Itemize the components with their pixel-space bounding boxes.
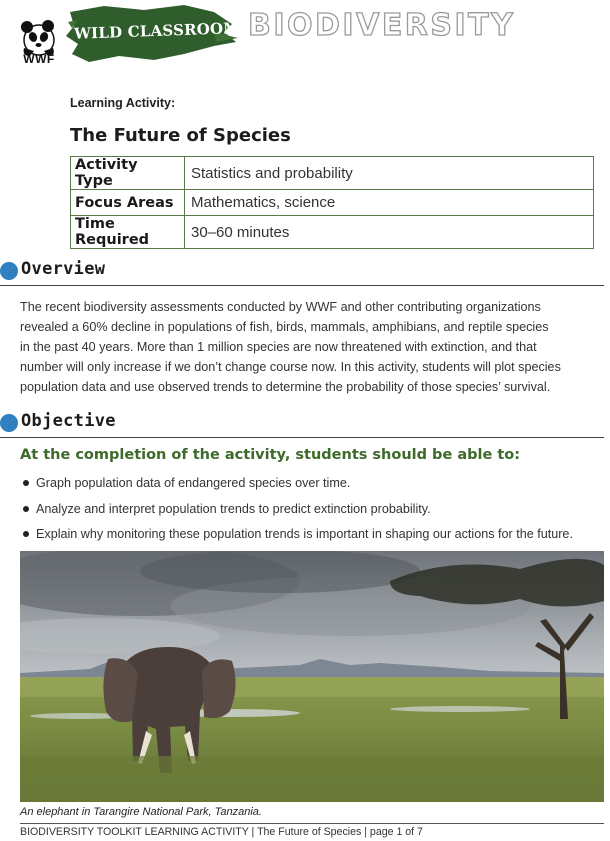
list-item	[20, 501, 604, 527]
program-title: WILD CLASSROOM	[73, 19, 241, 43]
objective-list	[20, 475, 604, 552]
list-item	[20, 526, 604, 552]
info-key: Focus Areas	[71, 190, 185, 216]
objective-subheading: At the completion of the activity, students should be able to:	[20, 447, 521, 463]
bullet-dot-icon	[23, 506, 29, 512]
overview-paragraph	[20, 297, 604, 397]
table-row	[71, 157, 594, 190]
paragraph-line: population data and use observed trends to determine the probability of those species’ survival.	[20, 380, 551, 394]
table-row	[71, 216, 594, 249]
list-item-text: Explain why monitoring these population trends is important in shaping our actions for the future.	[36, 527, 573, 541]
elephant-photo	[20, 551, 604, 802]
info-key: Activity Type	[71, 157, 185, 190]
brand-logo-text: WWF	[23, 52, 55, 66]
page-footer: BIODIVERSITY TOOLKIT LEARNING ACTIVITY | The Future of Species | page 1 of 7	[20, 826, 423, 838]
info-value: Mathematics, science	[185, 190, 594, 216]
table-row	[71, 190, 594, 216]
paragraph-line: revealed a 60% decline in populations of fish, birds, mammals, amphibians, and reptile species	[20, 320, 549, 334]
overview-section-header	[0, 258, 604, 286]
section-heading: Objective	[21, 411, 116, 431]
bullet-dot-icon	[23, 531, 29, 537]
photo-caption: An elephant in Tarangire National Park, Tanzania.	[20, 806, 262, 818]
activity-label: Learning Activity:	[70, 96, 176, 110]
info-value: Statistics and probability	[185, 157, 594, 190]
list-item	[20, 475, 604, 501]
list-item-text: Graph population data of endangered species over time.	[36, 476, 351, 490]
bullet-dot-icon	[23, 480, 29, 486]
activity-info-table	[70, 156, 594, 249]
circle-bullet-icon	[0, 414, 18, 432]
paragraph-line: in the past 40 years. More than 1 million species are now threatened with extinction, and that	[20, 340, 537, 354]
list-item-text: Analyze and interpret population trends to predict extinction probability.	[36, 501, 431, 516]
info-key: Time Required	[71, 216, 185, 249]
info-value: 30–60 minutes	[185, 216, 594, 249]
page-title: The Future of Species	[70, 125, 291, 146]
footer-divider	[20, 823, 604, 824]
paragraph-line: The recent biodiversity assessments conducted by WWF and other contributing organizations	[20, 300, 541, 314]
objective-section-header	[0, 410, 604, 438]
topic-title: BIODIVERSITY	[248, 8, 516, 43]
paragraph-line: number will only increase if we don’t change course now. In this activity, students will plot species	[20, 360, 561, 374]
section-heading: Overview	[21, 259, 106, 279]
circle-bullet-icon	[0, 262, 18, 280]
